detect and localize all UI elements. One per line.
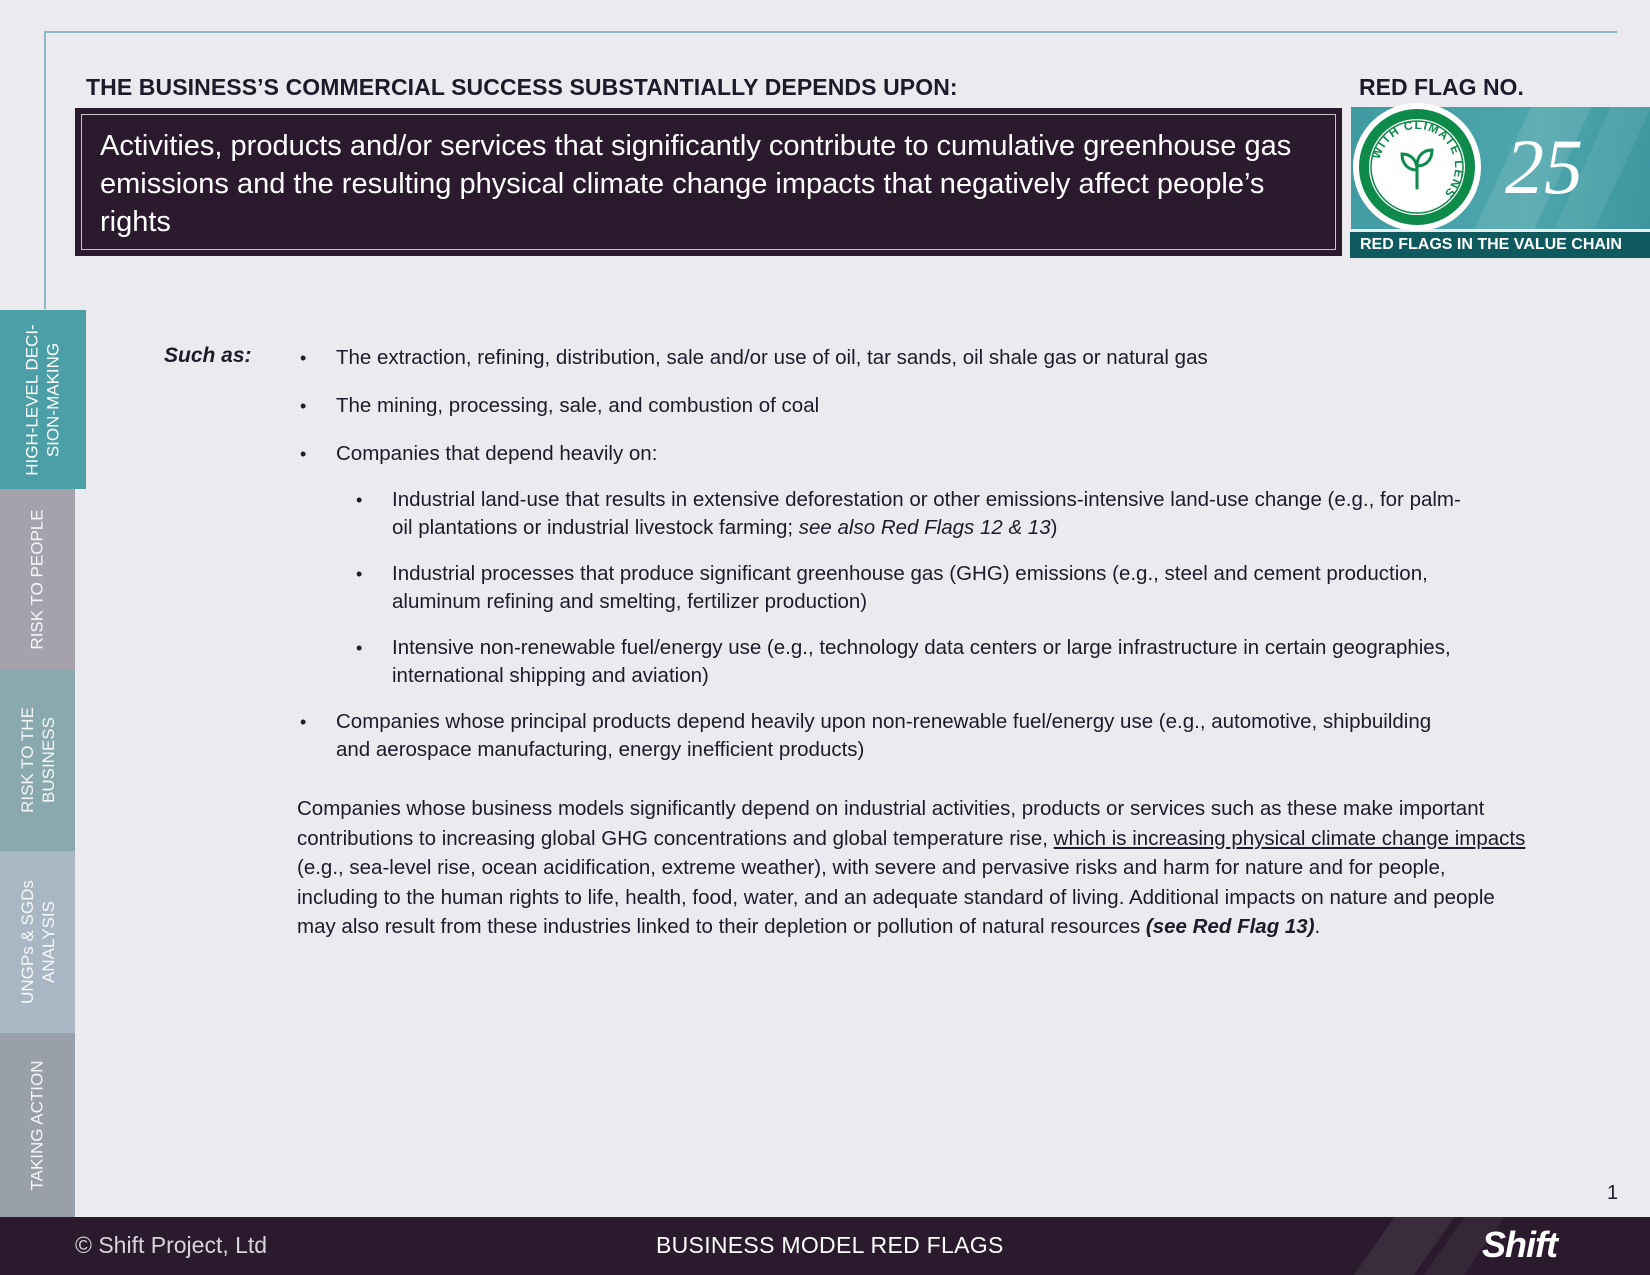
headline-box [75,108,1342,256]
frame-line-left [44,31,46,309]
side-tab-high-level-decision-making[interactable] [0,310,86,489]
depends-upon-label: THE BUSINESS’S COMMERCIAL SUCCESS SUBSTANTIALLY DEPENDS UPON: [86,74,958,100]
side-tab-taking-action[interactable] [0,1033,75,1217]
paragraph-part: Companies whose business models significantly depend on industrial activities, products or services such as these make important contributions to increasing global GHG concentrations and global temperature rise, [297,797,1485,850]
sub-list-item-text: Industrial processes that produce significant greenhouse gas (GHG) emissions (e.g., steel and cement production, aluminum refining and smelting, fertilizer production) [392,562,1428,613]
paragraph-part: (e.g., sea-level rise, ocean acidification, extreme weather), with severe and pervasive risks and harm for nature and for people, including to the human rights to life, health, food, water, and an adequate standard of living. Additional impacts on nature and people may also result from these industries linked to their depletion or pollution of natural resources [297,856,1495,938]
paragraph-end: . [1314,915,1321,938]
side-tab-label: HIGH-LEVEL DECI- SION-MAKING [23,323,63,476]
list-item-text: The extraction, refining, distribution, sale and/or use of oil, tar sands, oil shale gas or natural gas [336,346,1208,369]
list-item-text: Companies whose principal products depend heavily upon non-renewable fuel/energy use (e.g., automotive, shipbuilding and aerospace manufacturing, energy inefficient products) [336,710,1432,761]
red-flag-number: 25 [1505,123,1583,210]
footer-title: BUSINESS MODEL RED FLAGS [656,1232,1004,1258]
bullet-icon: • [300,712,307,732]
footer [0,1217,1650,1275]
value-chain-label: RED FLAGS IN THE VALUE CHAIN [1350,232,1650,258]
bullet-icon: • [300,444,307,464]
bullet-icon: • [300,396,307,416]
list-item [300,440,1456,468]
climate-lens-seal-icon [1350,100,1484,234]
cross-reference: see also Red Flags 12 & 13 [798,516,1051,539]
list-item-text: Companies that depend heavily on: [336,442,658,465]
list-item-text: The mining, processing, sale, and combustion of coal [336,394,820,417]
side-tab-risk-to-people[interactable] [0,489,75,669]
frame-line-top [44,31,1617,33]
sub-list-item [356,634,1472,690]
bullet-icon: • [356,490,363,510]
side-tab-label: UNGPs & SGDs ANALYSIS [17,880,58,1004]
sub-list-item-end: ) [1050,516,1058,539]
side-tab-label: TAKING ACTION [28,1059,48,1191]
body-paragraph [297,794,1527,942]
seal-text: WITH CLIMATE LENS [1368,117,1467,202]
sub-list-item-text: Intensive non-renewable fuel/energy use (e.g., technology data centers or large infrastructure in certain geographies, international shipping and aviation) [392,636,1451,687]
shift-logo[interactable]: Shift [1482,1224,1557,1265]
sub-list-item [356,560,1472,616]
bullet-icon: • [356,564,363,584]
sub-list-item-text: Industrial land-use that results in extensive deforestation or other emissions-intensive land-use change (e.g., for palm-oil plantations or industrial livestock farming; [392,488,1461,539]
page-number: 1 [1607,1182,1619,1204]
side-tab-label: RISK TO THE BUSINESS [17,707,58,813]
list-item [300,344,1456,372]
side-tab-risk-to-business[interactable] [0,669,75,851]
side-tab-ungps-sgds-analysis[interactable] [0,851,75,1033]
sub-list-item [356,486,1472,542]
underlined-phrase[interactable]: which is increasing physical climate change impacts [1053,826,1526,850]
red-flag-label: RED FLAG NO. [1359,74,1524,100]
such-as-label: Such as: [164,344,252,367]
side-tab-label: RISK TO PEOPLE [28,508,47,650]
list-item [300,708,1456,764]
bullet-icon: • [300,348,307,368]
headline-text: Activities, products and/or services that significantly contribute to cumulative greenhouse gas emissions and the resulting physical climate change impacts that negatively affect people’s rights [81,114,1336,250]
list-item [300,392,1456,420]
copyright: © Shift Project, Ltd [75,1232,268,1258]
bullet-icon: • [356,638,363,658]
cross-reference: (see Red Flag 13) [1145,915,1315,938]
